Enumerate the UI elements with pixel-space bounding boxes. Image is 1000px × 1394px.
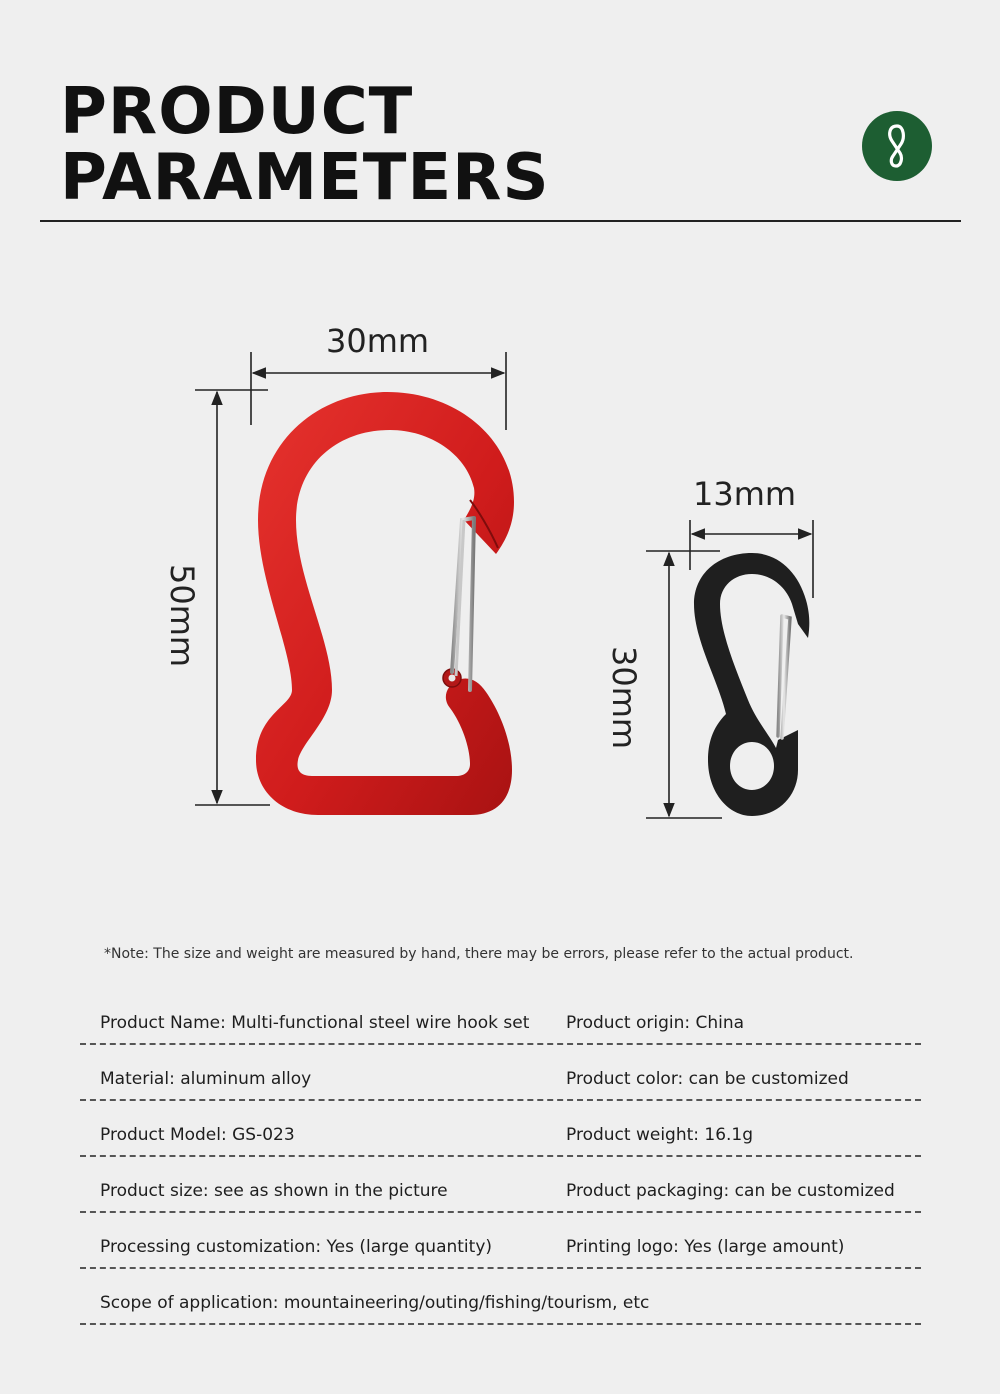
table-row	[80, 1223, 921, 1279]
param-left: Material: aluminum alloy	[100, 1069, 312, 1089]
param-left: Product size: see as shown in the picture	[100, 1181, 448, 1201]
table-row	[80, 1279, 921, 1335]
large-width-label: 30mm	[326, 322, 430, 360]
row-divider	[80, 1043, 921, 1045]
title-line-1: PRODUCT	[60, 75, 414, 149]
param-left: Scope of application: mountaineering/outing/fishing/tourism, etc	[100, 1293, 650, 1313]
param-right: Printing logo: Yes (large amount)	[566, 1237, 845, 1257]
param-left: Product Model: GS-023	[100, 1125, 295, 1145]
param-right: Product packaging: can be customized	[566, 1181, 895, 1201]
param-left: Product Name: Multi-functional steel wire hook set	[100, 1013, 530, 1033]
param-right: Product color: can be customized	[566, 1069, 849, 1089]
param-right: Product weight: 16.1g	[566, 1125, 754, 1145]
title-line-2: PARAMETERS	[60, 141, 550, 215]
measurement-note: *Note: The size and weight are measured by hand, there may be errors, please refer to the actual product.	[104, 946, 854, 962]
row-divider	[80, 1155, 921, 1157]
large-red-hook	[256, 392, 514, 815]
row-divider	[80, 1323, 921, 1325]
row-divider	[80, 1099, 921, 1101]
small-black-hook	[694, 553, 809, 816]
table-row	[80, 1055, 921, 1111]
row-divider	[80, 1267, 921, 1269]
row-divider	[80, 1211, 921, 1213]
table-row	[80, 1111, 921, 1167]
param-right: Product origin: China	[566, 1013, 745, 1033]
param-left: Processing customization: Yes (large quantity)	[100, 1237, 493, 1257]
small-width-label: 13mm	[693, 475, 797, 513]
table-row	[80, 999, 921, 1055]
large-height-label: 50mm	[163, 564, 201, 668]
small-height-label: 30mm	[605, 646, 643, 750]
table-row	[80, 1167, 921, 1223]
